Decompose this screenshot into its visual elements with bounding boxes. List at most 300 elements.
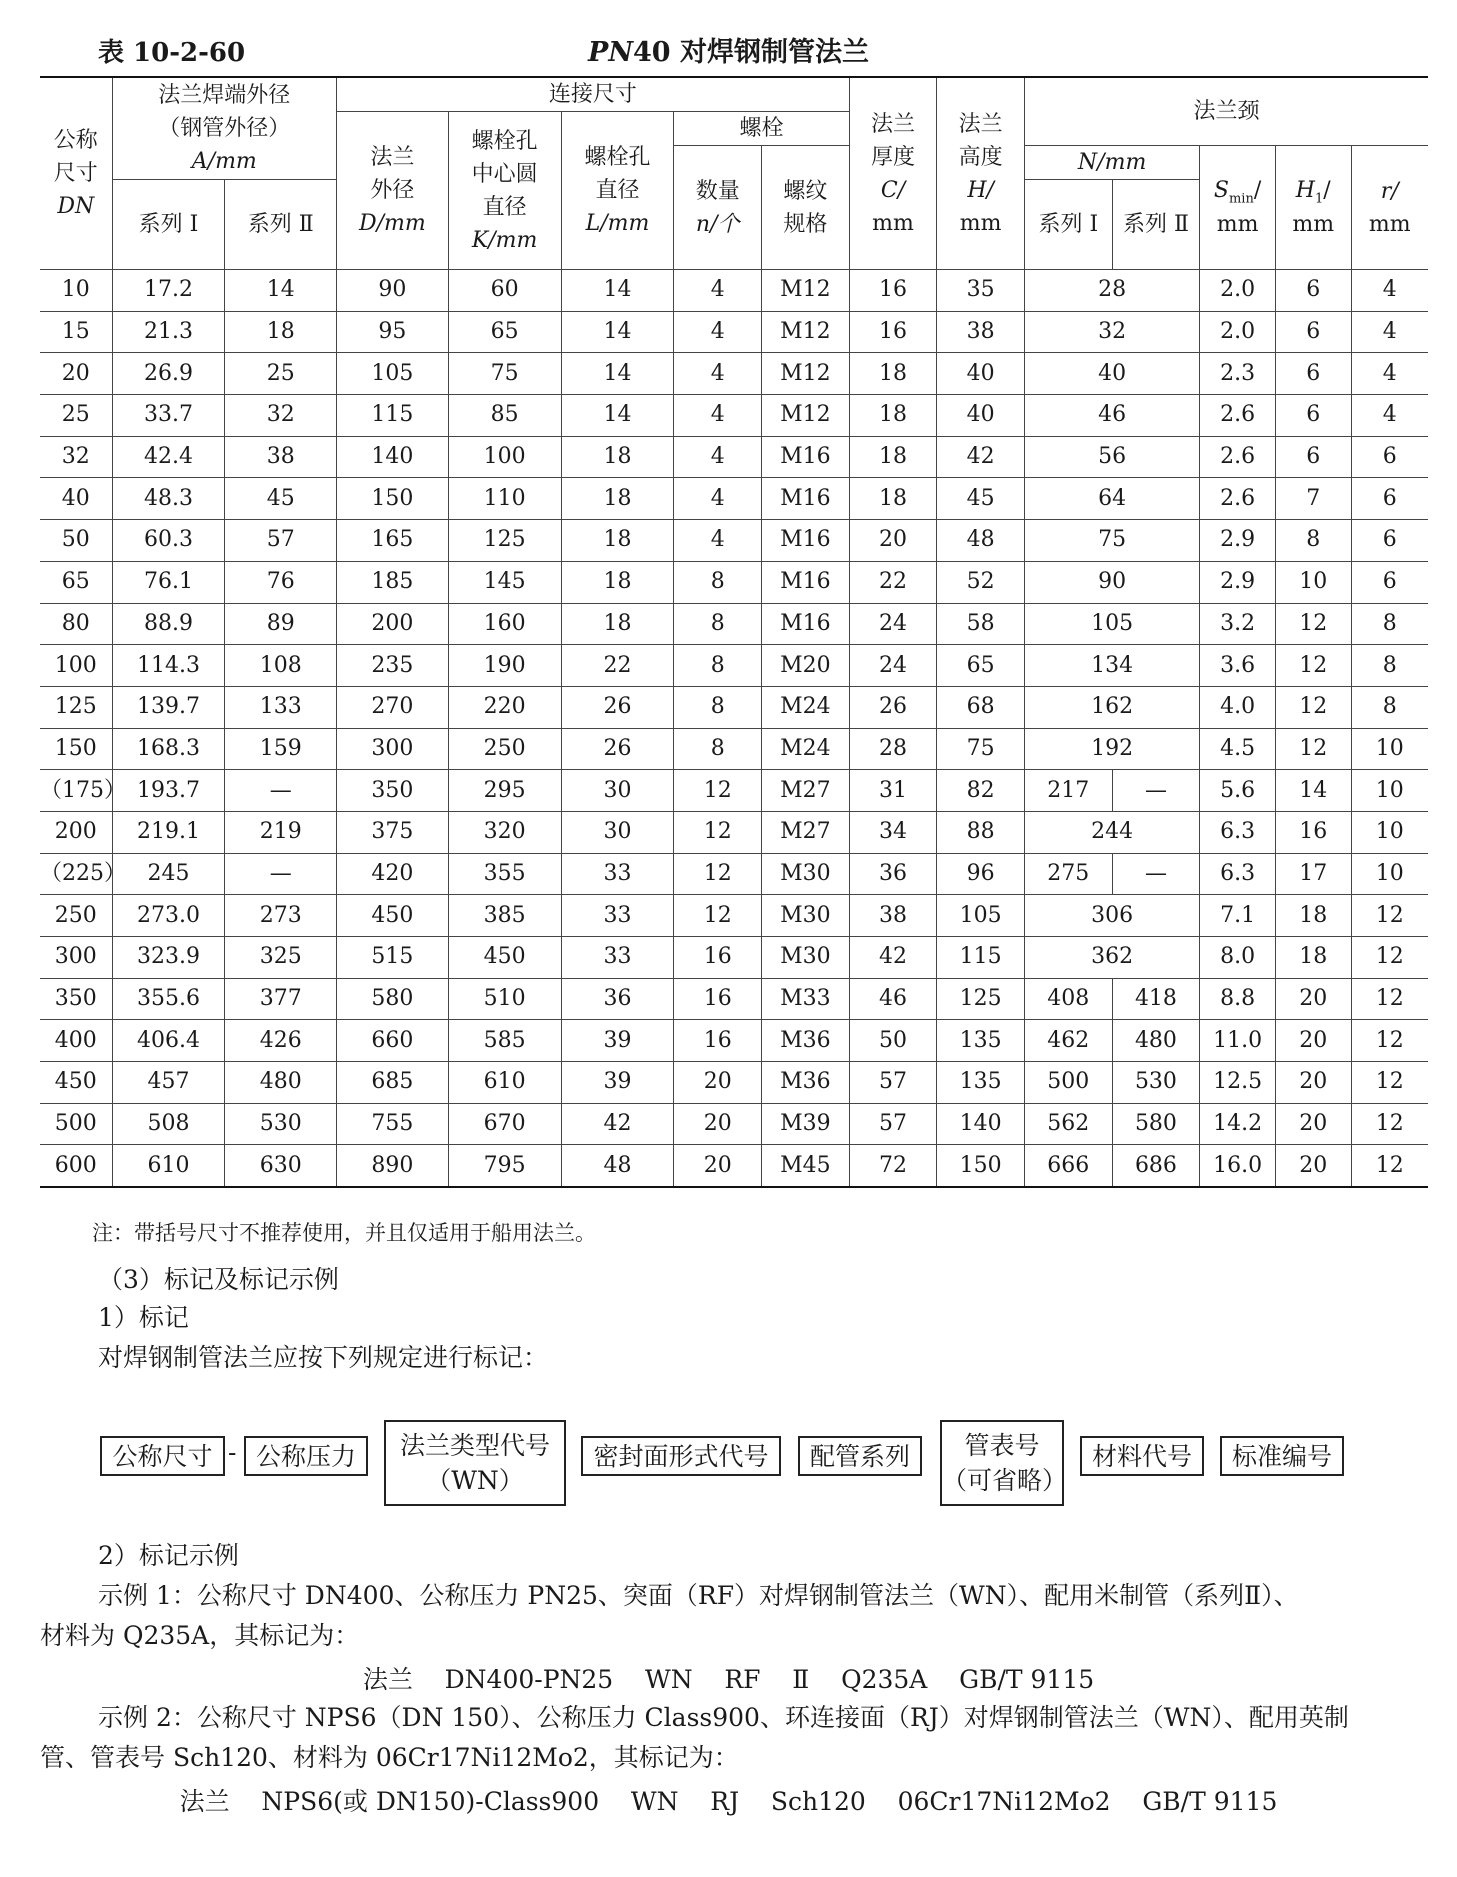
cell-thickness: 18 xyxy=(849,436,937,478)
cell-weld-od-series1: 323.9 xyxy=(112,937,225,979)
cell-bolt-circle: 160 xyxy=(448,603,561,645)
header-h1: $H_1/$ mm xyxy=(1275,146,1351,270)
cell-bolt-thread: M12 xyxy=(762,353,850,395)
cell-h1: 20 xyxy=(1275,1103,1351,1145)
table-note: 注：带括号尺寸不推荐使用，并且仅适用于船用法兰。 xyxy=(92,1221,596,1245)
cell-bolt-circle: 610 xyxy=(448,1062,561,1104)
cell-flange-od: 115 xyxy=(337,395,449,437)
cell-smin: 12.5 xyxy=(1200,1062,1276,1104)
cell-flange-od: 140 xyxy=(337,436,449,478)
cell-bolt-hole: 26 xyxy=(561,728,674,770)
cell-height: 58 xyxy=(937,603,1025,645)
cell-weld-od-series2: 108 xyxy=(225,645,337,687)
cell-smin: 2.3 xyxy=(1200,353,1276,395)
cell-smin: 2.0 xyxy=(1200,311,1276,353)
cell-flange-od: 185 xyxy=(337,561,449,603)
title-pn: PN xyxy=(588,37,633,68)
cell-bolt-circle: 75 xyxy=(448,353,561,395)
cell-bolt-hole: 33 xyxy=(561,853,674,895)
cell-smin: 8.0 xyxy=(1200,937,1276,979)
cell-bolt-hole: 14 xyxy=(561,311,674,353)
cell-weld-od-series2: 377 xyxy=(225,978,337,1020)
cell-neck-n-series2: 480 xyxy=(1112,1020,1200,1062)
title-rest: 40 对焊钢制管法兰 xyxy=(633,37,869,68)
cell-nominal-size: 350 xyxy=(40,978,112,1020)
cell-r: 8 xyxy=(1351,645,1428,687)
cell-nominal-size: （175） xyxy=(40,770,112,812)
cell-thickness: 22 xyxy=(849,561,937,603)
cell-r: 12 xyxy=(1351,1145,1428,1187)
cell-smin: 4.0 xyxy=(1200,686,1276,728)
cell-bolt-circle: 355 xyxy=(448,853,561,895)
cell-neck-n-series1: 275 xyxy=(1024,853,1112,895)
table-row xyxy=(40,1103,1428,1145)
cell-weld-od-series2: 630 xyxy=(225,1145,337,1187)
table-row xyxy=(40,436,1428,478)
cell-weld-od-series2: 76 xyxy=(225,561,337,603)
section-heading-marking: （3）标记及标记示例 xyxy=(98,1265,339,1294)
cell-bolt-thread: M12 xyxy=(762,311,850,353)
cell-thickness: 57 xyxy=(849,1103,937,1145)
cell-height: 135 xyxy=(937,1062,1025,1104)
cell-thickness: 46 xyxy=(849,978,937,1020)
cell-height: 75 xyxy=(937,728,1025,770)
cell-height: 40 xyxy=(937,353,1025,395)
box-material: 材料代号 xyxy=(1080,1436,1204,1476)
cell-weld-od-series2: 133 xyxy=(225,686,337,728)
cell-bolt-qty: 20 xyxy=(674,1062,762,1104)
cell-nominal-size: 80 xyxy=(40,603,112,645)
table-title xyxy=(0,30,1457,69)
box-schedule: 管表号 （可省略） xyxy=(940,1420,1064,1506)
cell-bolt-qty: 8 xyxy=(674,728,762,770)
cell-r: 12 xyxy=(1351,895,1428,937)
cell-height: 125 xyxy=(937,978,1025,1020)
header-bolt: 螺栓 xyxy=(674,112,849,146)
cell-r: 10 xyxy=(1351,770,1428,812)
cell-neck-n-series2: 530 xyxy=(1112,1062,1200,1104)
cell-r: 6 xyxy=(1351,478,1428,520)
cell-neck-n-series2: — xyxy=(1112,853,1200,895)
cell-weld-od-series1: 193.7 xyxy=(112,770,225,812)
cell-bolt-thread: M39 xyxy=(762,1103,850,1145)
cell-bolt-circle: 110 xyxy=(448,478,561,520)
cell-nominal-size: 500 xyxy=(40,1103,112,1145)
cell-weld-od-series1: 48.3 xyxy=(112,478,225,520)
cell-neck-n: 75 xyxy=(1024,520,1199,562)
cell-weld-od-series2: 32 xyxy=(225,395,337,437)
cell-nominal-size: 65 xyxy=(40,561,112,603)
cell-nominal-size: 150 xyxy=(40,728,112,770)
cell-nominal-size: 32 xyxy=(40,436,112,478)
cell-nominal-size: 15 xyxy=(40,311,112,353)
cell-r: 12 xyxy=(1351,978,1428,1020)
cell-thickness: 20 xyxy=(849,520,937,562)
cell-bolt-hole: 18 xyxy=(561,478,674,520)
cell-thickness: 28 xyxy=(849,728,937,770)
cell-h1: 6 xyxy=(1275,353,1351,395)
cell-weld-od-series2: 219 xyxy=(225,811,337,853)
cell-r: 8 xyxy=(1351,686,1428,728)
cell-r: 4 xyxy=(1351,395,1428,437)
cell-bolt-qty: 8 xyxy=(674,645,762,687)
cell-bolt-circle: 585 xyxy=(448,1020,561,1062)
cell-bolt-qty: 8 xyxy=(674,603,762,645)
cell-smin: 6.3 xyxy=(1200,811,1276,853)
cell-nominal-size: 125 xyxy=(40,686,112,728)
cell-r: 4 xyxy=(1351,270,1428,312)
cell-weld-od-series2: 480 xyxy=(225,1062,337,1104)
cell-weld-od-series1: 26.9 xyxy=(112,353,225,395)
table-row xyxy=(40,603,1428,645)
cell-weld-od-series1: 406.4 xyxy=(112,1020,225,1062)
table-row xyxy=(40,686,1428,728)
cell-flange-od: 270 xyxy=(337,686,449,728)
cell-height: 105 xyxy=(937,895,1025,937)
cell-neck-n: 56 xyxy=(1024,436,1199,478)
cell-r: 12 xyxy=(1351,937,1428,979)
cell-nominal-size: （225） xyxy=(40,853,112,895)
cell-smin: 2.6 xyxy=(1200,395,1276,437)
cell-nominal-size: 100 xyxy=(40,645,112,687)
table-row xyxy=(40,978,1428,1020)
cell-bolt-hole: 33 xyxy=(561,937,674,979)
cell-h1: 20 xyxy=(1275,978,1351,1020)
cell-bolt-circle: 670 xyxy=(448,1103,561,1145)
cell-height: 52 xyxy=(937,561,1025,603)
cell-bolt-circle: 385 xyxy=(448,895,561,937)
cell-weld-od-series1: 457 xyxy=(112,1062,225,1104)
cell-smin: 2.6 xyxy=(1200,478,1276,520)
cell-bolt-circle: 795 xyxy=(448,1145,561,1187)
cell-flange-od: 755 xyxy=(337,1103,449,1145)
cell-h1: 18 xyxy=(1275,895,1351,937)
cell-neck-n-series2: — xyxy=(1112,770,1200,812)
cell-weld-od-series1: 139.7 xyxy=(112,686,225,728)
cell-height: 35 xyxy=(937,270,1025,312)
cell-bolt-circle: 125 xyxy=(448,520,561,562)
cell-flange-od: 375 xyxy=(337,811,449,853)
cell-bolt-circle: 510 xyxy=(448,978,561,1020)
cell-neck-n: 32 xyxy=(1024,311,1199,353)
box-standard: 标准编号 xyxy=(1220,1436,1344,1476)
cell-bolt-hole: 26 xyxy=(561,686,674,728)
cell-bolt-thread: M16 xyxy=(762,478,850,520)
cell-neck-n-series1: 500 xyxy=(1024,1062,1112,1104)
cell-neck-n: 134 xyxy=(1024,645,1199,687)
cell-bolt-thread: M36 xyxy=(762,1062,850,1104)
header-nominal-size: 公称 尺寸 DN xyxy=(40,77,112,270)
cell-nominal-size: 600 xyxy=(40,1145,112,1187)
cell-weld-od-series1: 17.2 xyxy=(112,270,225,312)
flange-dimension-table xyxy=(40,76,1428,1188)
cell-bolt-qty: 16 xyxy=(674,937,762,979)
cell-h1: 20 xyxy=(1275,1020,1351,1062)
example2-line2: 管、管表号 Sch120、材料为 06Cr17Ni12Mo2，其标记为： xyxy=(40,1743,739,1772)
cell-bolt-qty: 8 xyxy=(674,686,762,728)
cell-weld-od-series2: 25 xyxy=(225,353,337,395)
cell-weld-od-series2: 426 xyxy=(225,1020,337,1062)
cell-bolt-thread: M33 xyxy=(762,978,850,1020)
cell-height: 135 xyxy=(937,1020,1025,1062)
cell-h1: 6 xyxy=(1275,436,1351,478)
cell-bolt-circle: 85 xyxy=(448,395,561,437)
cell-bolt-thread: M27 xyxy=(762,811,850,853)
table-row xyxy=(40,353,1428,395)
cell-h1: 17 xyxy=(1275,853,1351,895)
cell-bolt-thread: M16 xyxy=(762,603,850,645)
cell-bolt-circle: 65 xyxy=(448,311,561,353)
cell-thickness: 24 xyxy=(849,603,937,645)
cell-neck-n: 46 xyxy=(1024,395,1199,437)
cell-smin: 2.9 xyxy=(1200,520,1276,562)
cell-smin: 3.2 xyxy=(1200,603,1276,645)
header-neck: 法兰颈 xyxy=(1024,77,1428,146)
table-row xyxy=(40,395,1428,437)
cell-bolt-hole: 18 xyxy=(561,603,674,645)
cell-nominal-size: 50 xyxy=(40,520,112,562)
cell-bolt-qty: 12 xyxy=(674,811,762,853)
cell-bolt-thread: M16 xyxy=(762,436,850,478)
cell-nominal-size: 300 xyxy=(40,937,112,979)
cell-bolt-thread: M24 xyxy=(762,686,850,728)
table-row xyxy=(40,895,1428,937)
cell-thickness: 16 xyxy=(849,311,937,353)
table-row xyxy=(40,270,1428,312)
cell-h1: 8 xyxy=(1275,520,1351,562)
table-row xyxy=(40,478,1428,520)
cell-weld-od-series2: 57 xyxy=(225,520,337,562)
cell-r: 6 xyxy=(1351,561,1428,603)
cell-bolt-circle: 60 xyxy=(448,270,561,312)
cell-weld-od-series2: 38 xyxy=(225,436,337,478)
cell-weld-od-series2: — xyxy=(225,853,337,895)
cell-bolt-thread: M24 xyxy=(762,728,850,770)
cell-smin: 6.3 xyxy=(1200,853,1276,895)
header-flange-od: 法兰 外径 D/mm xyxy=(337,112,449,270)
cell-height: 45 xyxy=(937,478,1025,520)
cell-h1: 16 xyxy=(1275,811,1351,853)
cell-nominal-size: 250 xyxy=(40,895,112,937)
cell-weld-od-series1: 219.1 xyxy=(112,811,225,853)
cell-bolt-qty: 4 xyxy=(674,436,762,478)
cell-height: 150 xyxy=(937,1145,1025,1187)
table-row xyxy=(40,728,1428,770)
cell-r: 12 xyxy=(1351,1062,1428,1104)
cell-bolt-qty: 4 xyxy=(674,353,762,395)
cell-weld-od-series2: — xyxy=(225,770,337,812)
header-thickness: 法兰 厚度 C/ mm xyxy=(849,77,937,270)
cell-r: 10 xyxy=(1351,728,1428,770)
cell-smin: 2.9 xyxy=(1200,561,1276,603)
cell-height: 115 xyxy=(937,937,1025,979)
cell-weld-od-series1: 21.3 xyxy=(112,311,225,353)
example2-line1: 示例 2：公称尺寸 NPS6（DN 150）、公称压力 Class900、环连接面（RJ）对焊钢制管法兰（WN）、配用英制 xyxy=(98,1703,1349,1732)
cell-bolt-qty: 12 xyxy=(674,770,762,812)
cell-weld-od-series2: 159 xyxy=(225,728,337,770)
cell-flange-od: 580 xyxy=(337,978,449,1020)
example1-line1: 示例 1：公称尺寸 DN400、公称压力 PN25、突面（RF）对焊钢制管法兰（WN）、配用米制管（系列Ⅱ）、 xyxy=(98,1581,1299,1610)
table-body xyxy=(40,270,1428,1188)
cell-smin: 5.6 xyxy=(1200,770,1276,812)
cell-bolt-circle: 250 xyxy=(448,728,561,770)
header-neck-n: N/mm xyxy=(1024,146,1199,180)
cell-nominal-size: 10 xyxy=(40,270,112,312)
cell-weld-od-series1: 42.4 xyxy=(112,436,225,478)
cell-smin: 4.5 xyxy=(1200,728,1276,770)
header-bolt-qty: 数量 n/个 xyxy=(674,146,762,270)
cell-neck-n: 192 xyxy=(1024,728,1199,770)
cell-r: 6 xyxy=(1351,520,1428,562)
cell-height: 88 xyxy=(937,811,1025,853)
example1-marking: 法兰 DN400-PN25 WN RF Ⅱ Q235A GB/T 9115 xyxy=(362,1665,1095,1694)
table-number: 表 10-2-60 xyxy=(98,38,246,68)
cell-bolt-qty: 20 xyxy=(674,1145,762,1187)
cell-thickness: 38 xyxy=(849,895,937,937)
cell-h1: 6 xyxy=(1275,311,1351,353)
cell-r: 8 xyxy=(1351,603,1428,645)
cell-thickness: 31 xyxy=(849,770,937,812)
cell-h1: 12 xyxy=(1275,728,1351,770)
cell-nominal-size: 40 xyxy=(40,478,112,520)
box-flange-type: 法兰类型代号 （WN） xyxy=(384,1420,566,1506)
cell-neck-n: 28 xyxy=(1024,270,1199,312)
cell-neck-n-series1: 462 xyxy=(1024,1020,1112,1062)
table-row xyxy=(40,645,1428,687)
cell-flange-od: 150 xyxy=(337,478,449,520)
cell-smin: 8.8 xyxy=(1200,978,1276,1020)
cell-r: 12 xyxy=(1351,1103,1428,1145)
example1-line2: 材料为 Q235A，其标记为： xyxy=(40,1621,360,1650)
cell-neck-n: 90 xyxy=(1024,561,1199,603)
cell-neck-n-series2: 580 xyxy=(1112,1103,1200,1145)
cell-bolt-hole: 14 xyxy=(561,353,674,395)
cell-flange-od: 420 xyxy=(337,853,449,895)
header-connection: 连接尺寸 xyxy=(337,77,850,112)
cell-nominal-size: 20 xyxy=(40,353,112,395)
cell-thickness: 36 xyxy=(849,853,937,895)
cell-weld-od-series1: 33.7 xyxy=(112,395,225,437)
cell-flange-od: 90 xyxy=(337,270,449,312)
cell-bolt-hole: 30 xyxy=(561,770,674,812)
cell-smin: 7.1 xyxy=(1200,895,1276,937)
cell-height: 65 xyxy=(937,645,1025,687)
cell-weld-od-series1: 245 xyxy=(112,853,225,895)
table-row xyxy=(40,811,1428,853)
cell-r: 6 xyxy=(1351,436,1428,478)
cell-weld-od-series1: 168.3 xyxy=(112,728,225,770)
cell-smin: 2.0 xyxy=(1200,270,1276,312)
table-row xyxy=(40,561,1428,603)
cell-bolt-qty: 4 xyxy=(674,520,762,562)
table-row xyxy=(40,520,1428,562)
cell-thickness: 50 xyxy=(849,1020,937,1062)
header-neck-series1: 系列 Ⅰ xyxy=(1024,180,1112,270)
header-bolt-hole: 螺栓孔 直径 L/mm xyxy=(561,112,674,270)
box-nominal-size: 公称尺寸 xyxy=(100,1436,225,1476)
cell-weld-od-series2: 325 xyxy=(225,937,337,979)
cell-smin: 3.6 xyxy=(1200,645,1276,687)
box-pressure: 公称压力 xyxy=(244,1436,368,1476)
cell-nominal-size: 200 xyxy=(40,811,112,853)
cell-neck-n: 244 xyxy=(1024,811,1199,853)
cell-thickness: 18 xyxy=(849,353,937,395)
cell-bolt-circle: 320 xyxy=(448,811,561,853)
marking-intro: 对焊钢制管法兰应按下列规定进行标记： xyxy=(98,1343,549,1372)
cell-flange-od: 890 xyxy=(337,1145,449,1187)
cell-flange-od: 515 xyxy=(337,937,449,979)
cell-h1: 7 xyxy=(1275,478,1351,520)
cell-bolt-hole: 22 xyxy=(561,645,674,687)
cell-bolt-hole: 33 xyxy=(561,895,674,937)
cell-neck-n: 362 xyxy=(1024,937,1199,979)
cell-bolt-qty: 4 xyxy=(674,311,762,353)
cell-weld-od-series1: 273.0 xyxy=(112,895,225,937)
cell-neck-n: 162 xyxy=(1024,686,1199,728)
cell-bolt-hole: 18 xyxy=(561,561,674,603)
cell-thickness: 26 xyxy=(849,686,937,728)
cell-neck-n-series1: 666 xyxy=(1024,1145,1112,1187)
cell-bolt-hole: 39 xyxy=(561,1062,674,1104)
cell-bolt-hole: 30 xyxy=(561,811,674,853)
cell-bolt-hole: 14 xyxy=(561,270,674,312)
cell-neck-n-series2: 686 xyxy=(1112,1145,1200,1187)
box-sealing-face: 密封面形式代号 xyxy=(581,1436,781,1476)
cell-thickness: 57 xyxy=(849,1062,937,1104)
cell-h1: 12 xyxy=(1275,686,1351,728)
cell-weld-od-series2: 14 xyxy=(225,270,337,312)
header-smin: $S_{min}/$ mm xyxy=(1200,146,1276,270)
cell-bolt-qty: 4 xyxy=(674,395,762,437)
cell-bolt-qty: 16 xyxy=(674,1020,762,1062)
cell-bolt-qty: 12 xyxy=(674,853,762,895)
cell-weld-od-series1: 76.1 xyxy=(112,561,225,603)
cell-r: 4 xyxy=(1351,311,1428,353)
cell-thickness: 34 xyxy=(849,811,937,853)
cell-bolt-hole: 42 xyxy=(561,1103,674,1145)
cell-smin: 11.0 xyxy=(1200,1020,1276,1062)
cell-bolt-hole: 36 xyxy=(561,978,674,1020)
cell-smin: 2.6 xyxy=(1200,436,1276,478)
cell-weld-od-series2: 45 xyxy=(225,478,337,520)
cell-bolt-circle: 450 xyxy=(448,937,561,979)
cell-flange-od: 235 xyxy=(337,645,449,687)
table-row xyxy=(40,853,1428,895)
cell-neck-n-series2: 418 xyxy=(1112,978,1200,1020)
cell-r: 12 xyxy=(1351,1020,1428,1062)
cell-h1: 12 xyxy=(1275,603,1351,645)
cell-flange-od: 685 xyxy=(337,1062,449,1104)
cell-weld-od-series2: 273 xyxy=(225,895,337,937)
cell-weld-od-series1: 114.3 xyxy=(112,645,225,687)
cell-bolt-qty: 4 xyxy=(674,270,762,312)
marking-scheme xyxy=(98,1420,1398,1510)
cell-h1: 6 xyxy=(1275,395,1351,437)
subheading-example: 2）标记示例 xyxy=(98,1541,239,1570)
cell-h1: 10 xyxy=(1275,561,1351,603)
cell-h1: 18 xyxy=(1275,937,1351,979)
cell-bolt-thread: M12 xyxy=(762,270,850,312)
cell-neck-n-series1: 217 xyxy=(1024,770,1112,812)
cell-bolt-hole: 48 xyxy=(561,1145,674,1187)
cell-nominal-size: 25 xyxy=(40,395,112,437)
header-bolt-circle: 螺栓孔 中心圆 直径 K/mm xyxy=(448,112,561,270)
cell-bolt-hole: 39 xyxy=(561,1020,674,1062)
cell-smin: 16.0 xyxy=(1200,1145,1276,1187)
header-r: r/ mm xyxy=(1351,146,1428,270)
cell-height: 48 xyxy=(937,520,1025,562)
cell-thickness: 18 xyxy=(849,395,937,437)
